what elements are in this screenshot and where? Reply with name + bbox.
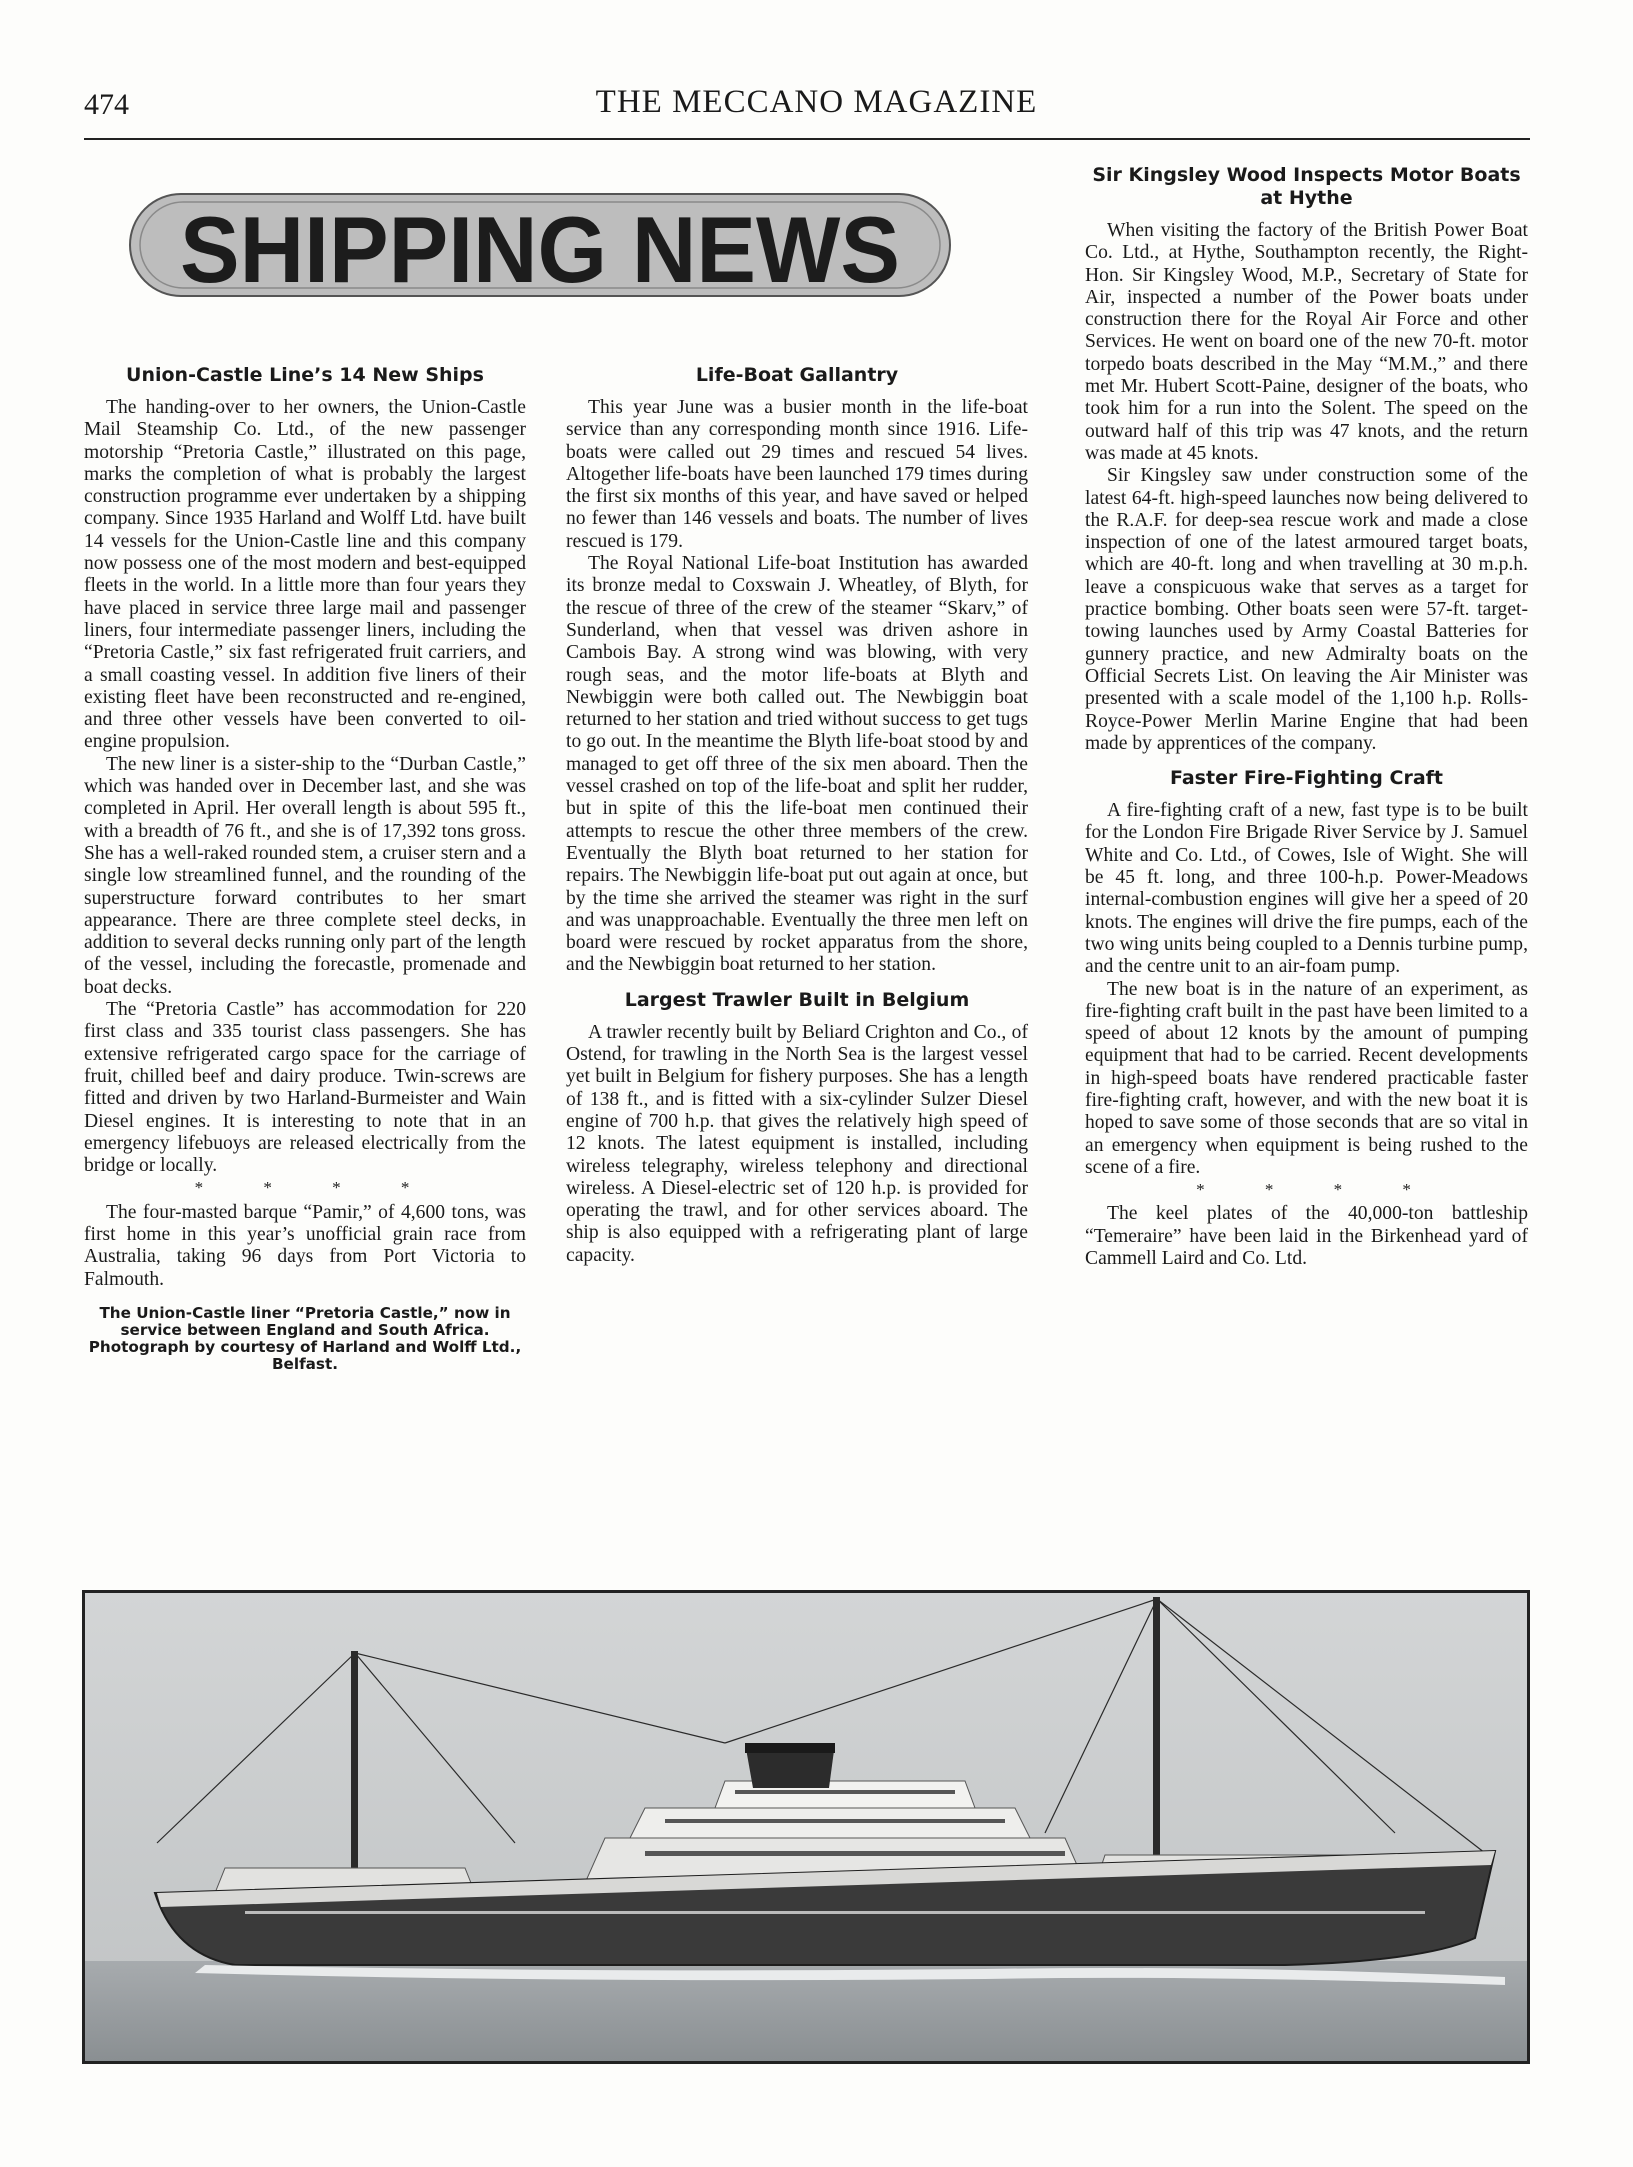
trawler-heading: Largest Trawler Built in Belgium [624,988,970,1011]
column-left [84,364,526,1373]
kingsley-wood-heading: Sir Kingsley Wood Inspects Motor Boats at Hythe [1092,164,1521,209]
column-middle [566,364,1028,1267]
banner-graphic [126,184,954,306]
temeraire-paragraph: The keel plates of the 40,000-ton battleship “Temeraire” have been laid in the Birkenhead yard of Cammell Laird and Co. Ltd. [1085,1203,1528,1270]
union-castle-heading: Union-Castle Line’s 14 New Ships [126,364,484,386]
page-number: 474 [84,88,129,121]
kingsley-wood-paragraph-2: Sir Kingsley saw under construction some of the latest 64-ft. high-speed launches now being delivered to the R.A.F. for deep-sea rescue work and made a close inspection of one of the latest armoured target boats, which are 40-ft. long and when travelling at 30 m.p.h. leave a conspicuous wake that serves as a target for practice bombing. Other boats seen were 57-ft. target-towing launches used by Army Coastal Batteries for gunnery practice, and new Admiralty boats on the Official Secrets List. On leaving the Air Minister was presented with a scale model of the 1,100 h.p. Rolls-Royce-Power Merlin Marine Engine that had been made by apprentices of the company. [1085,465,1528,754]
magazine-title: THE MECCANO MAGAZINE [595,84,1038,120]
kingsley-wood-paragraph-1: When visiting the factory of the British Power Boat Co. Ltd., at Hythe, Southampton recently, the Right-Hon. Sir Kingsley Wood, M.P., Secretary of State for Air, inspected a number of the Power boats under construction there for the Royal Air Force and other Services. He went on board one of the new 70-ft. motor torpedo boats described in the May “M.M.,” and there met Mr. Hubert Scott-Paine, designer of the boats, who took him for a run into the Solent. The speed on the outward half of this trip was 47 knots, and the return was made at 45 knots. [1085,220,1528,464]
main-mast [1153,1597,1160,1897]
lifeboat-paragraph-2: The Royal National Life-boat Institution has awarded its bronze medal to Coxswain J. Wheatley, of Blyth, for the rescue of three of the crew of the steamer “Skarv,” of Sunderland, when that vessel was driven ashore in Cambois Bay. A strong wind was blowing, with very rough seas, and the motor life-boats at Blyth and Newbiggin were both called out. The Newbiggin boat returned to her station and tried without success to get tugs to go out. In the meantime the Blyth life-boat stood by and managed to get off three of the six men aboard. Then the vessel crashed on top of the life-boat and split her rudder, but in spite of this the life-boat men continued their attempts to rescue the other three members of the crew. Eventually the Blyth boat returned to her station for repairs. The Newbiggin life-boat put out again at once, but by the time she arrived the steamer was right in the surf and was unapproachable. Eventually the three men left on board were rescued by rocket apparatus from the shore, and the Newbiggin boat returned to her station. [566,553,1028,976]
photo-caption: The Union-Castle liner “Pretoria Castle,” now in service between England and South Africa. Photograph by courtesy of Harland and Wolff Ltd., Belfast. [88,1303,522,1373]
liner-photograph [82,1590,1530,2064]
shipping-news-banner [126,184,954,306]
liner-illustration [85,1593,1527,2061]
fire-fighting-heading: Faster Fire-Fighting Craft [1169,767,1444,790]
header-rule [84,138,1530,140]
fire-fighting-paragraph-2: The new boat is in the nature of an experiment, as fire-fighting craft built in the past have been limited to a speed of about 12 knots by the amount of pumping equipment that had to be carried. Recent developments in high-speed boats have rendered practicable faster fire-fighting craft, however, and with the new boat it is hoped to save some of those seconds that are so vital in an emergency when equipment is being rushed to the scene of a fire. [1085,978,1528,1178]
fire-fighting-paragraph-1: A fire-fighting craft of a new, fast type is to be built for the London Fire Brigade River Service by J. Samuel White and Co. Ltd., of Cowes, Isle of Wight. She will be 45 ft. long, and three 100-h.p. Power-Meadows internal-combustion engines will give her a speed of 20 knots. The engines will drive the fire pumps, each of the two wing units being coupled to a Dennis turbine pump, and the centre unit to an air-foam pump. [1085,800,1528,978]
lifeboat-paragraph-1: This year June was a busier month in the life-boat service than any corresponding month since 1916. Life-boats were called out 29 times and rescued 54 lives. Altogether life-boats have been launched 179 times during the first six months of this year, and have saved or helped no fewer than 146 vessels and boats. The number of lives rescued is 179. [566,397,1028,552]
union-castle-paragraph-2: The new liner is a sister-ship to the “Durban Castle,” which was handed over in December last, and she was completed in April. Her overall length is about 595 ft., with a breadth of 76 ft., and she is of 17,392 tons gross. She has a well-raked rounded stem, a cruiser stern and a single low streamlined funnel, and the rounding of the superstructure forward contributes to her smart appearance. There are three complete steel decks, in addition to several decks running only part of the length of the vessel, including the forecastle, promenade and boat decks. [84,753,526,998]
trawler-paragraph: A trawler recently built by Beliard Crighton and Co., of Ostend, for trawling in the North Sea is the largest vessel yet built in Belgium for fishery purposes. She has a length of 138 ft., and is fitted with a six-cylinder Sulzer Diesel engine of 700 h.p. that gives the relatively high speed of 12 knots. The latest equipment is installed, including wireless telegraphy, wireless telephony and directional wireless. A Diesel-electric set of 120 h.p. is provided for operating the trawl, and for other services aboard. The ship is also equipped with a refrigerating plant of large capacity. [566,1021,1028,1266]
pamir-paragraph: The four-masted barque “Pamir,” of 4,600 tons, was first home in this year’s unofficial grain race from Australia, taking 96 days from Port Victoria to Falmouth. [84,1201,526,1290]
column-right [1085,164,1528,1270]
section-separator: * * * * [1196,1180,1439,1200]
union-castle-paragraph-1: The handing-over to her owners, the Union-Castle Mail Steamship Co. Ltd., of the new passenger motorship “Pretoria Castle,” illustrated on this page, marks the completion of what is probably the largest construction programme ever undertaken by a shipping company. Since 1935 Harland and Wolff Ltd. have built 14 vessels for the Union-Castle line and this company now possess one of the most modern and best-equipped fleets in the world. In a little more than four years they have placed in service three large mail and passenger liners, four intermediate passenger liners, including the “Pretoria Castle,” six fast refrigerated fruit carriers, and a small coasting vessel. In addition five liners of their existing fleet have been reconstructed and re-engined, and three other vessels have been converted to oil-engine propulsion. [84,397,526,753]
banner-title: SHIPPING NEWS [180,197,900,302]
lifeboat-heading: Life-Boat Gallantry [695,364,899,386]
section-separator: * * * * [194,1178,438,1198]
union-castle-paragraph-3: The “Pretoria Castle” has accommodation for 220 first class and 335 tourist class passengers. She has extensive refrigerated cargo space for the carriage of fruit, chilled beef and dairy produce. Twin-screws are fitted and driven by two Harland-Burmeister and Wain Diesel engines. It is interesting to note that in an emergency lifebuoys are released electrically from the bridge or locally. [84,999,526,1177]
